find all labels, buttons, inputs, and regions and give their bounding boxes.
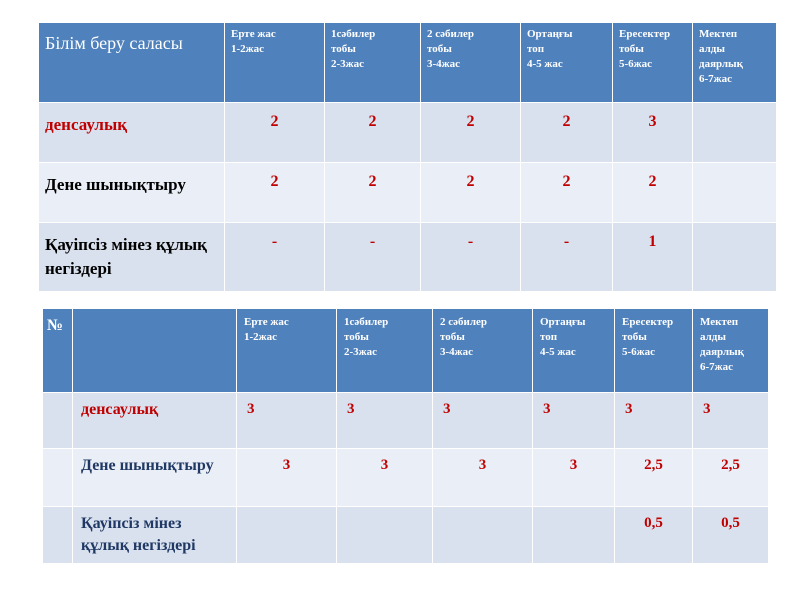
column-header-infant-group-2: 2 сәбилер тобы 3-4жас [433,309,533,393]
table-cell: 0,5 [693,507,769,564]
table-cell: - [521,223,613,292]
table-cell: 2 [225,103,325,163]
table-1-title: Білім беру саласы [39,23,225,103]
table-cell: 2 [521,103,613,163]
table-cell: 3 [433,393,533,449]
number-cell [43,449,73,507]
row-label-physical-education: Дене шынықтыру [39,163,225,223]
table-cell: 2,5 [615,449,693,507]
table-cell: 3 [237,449,337,507]
row-label-health: денсаулық [73,393,237,449]
table-row [39,223,777,292]
table-cell: 3 [533,393,615,449]
table-cell: 3 [337,393,433,449]
column-header-preschool: Мектеп алды даярлық 6-7жас [693,309,769,393]
table-cell [693,103,777,163]
row-label-health: денсаулық [39,103,225,163]
table-1-header-row [39,23,777,103]
table-cell: 2 [613,163,693,223]
table-cell: 3 [433,449,533,507]
column-header-infant-group-2: 2 сәбилер тобы 3-4жас [421,23,521,103]
row-label-safe-behavior: Қауіпсіз мінез құлық негіздері [73,507,237,564]
table-1 [38,22,777,292]
number-cell [43,393,73,449]
table-cell: 0,5 [615,507,693,564]
table-cell: 2 [421,103,521,163]
table-cell [693,163,777,223]
table-cell [693,223,777,292]
column-header-senior-group: Ересектер тобы 5-6жас [613,23,693,103]
column-header-preschool: Мектеп алды даярлық 6-7жас [693,23,777,103]
table-cell: - [325,223,421,292]
table-cell: 3 [615,393,693,449]
table-row [43,507,769,564]
table-row [39,163,777,223]
column-header-middle-group: Ортаңғы топ 4-5 жас [533,309,615,393]
table-cell: 3 [613,103,693,163]
column-header-middle-group: Ортаңғы топ 4-5 жас [521,23,613,103]
row-label-safe-behavior: Қауіпсіз мінез құлық негіздері [39,223,225,292]
table-row [43,393,769,449]
row-label-physical-education: Дене шынықтыру [73,449,237,507]
number-cell [43,507,73,564]
table-row [39,103,777,163]
column-header-early-age: Ерте жас 1-2жас [237,309,337,393]
table-cell: 3 [533,449,615,507]
table-cell: 3 [693,393,769,449]
column-header-early-age: Ерте жас 1-2жас [225,23,325,103]
table-row [43,449,769,507]
table-cell: - [421,223,521,292]
table-cell: 2 [421,163,521,223]
table-cell: 3 [337,449,433,507]
table-cell [433,507,533,564]
column-header-infant-group-1: 1сәбилер тобы 2-3жас [337,309,433,393]
table-cell: 2 [521,163,613,223]
table-cell: 1 [613,223,693,292]
table-2-header-row [43,309,769,393]
column-header-senior-group: Ересектер тобы 5-6жас [615,309,693,393]
table-cell: 2 [225,163,325,223]
empty-header-cell [73,309,237,393]
table-cell [337,507,433,564]
table-cell: 2 [325,103,421,163]
table-2 [42,308,769,564]
table-cell [533,507,615,564]
number-column-header: № [43,309,73,393]
table-cell: - [225,223,325,292]
table-cell: 3 [237,393,337,449]
column-header-infant-group-1: 1сәбилер тобы 2-3жас [325,23,421,103]
table-cell: 2 [325,163,421,223]
table-cell [237,507,337,564]
table-cell: 2,5 [693,449,769,507]
